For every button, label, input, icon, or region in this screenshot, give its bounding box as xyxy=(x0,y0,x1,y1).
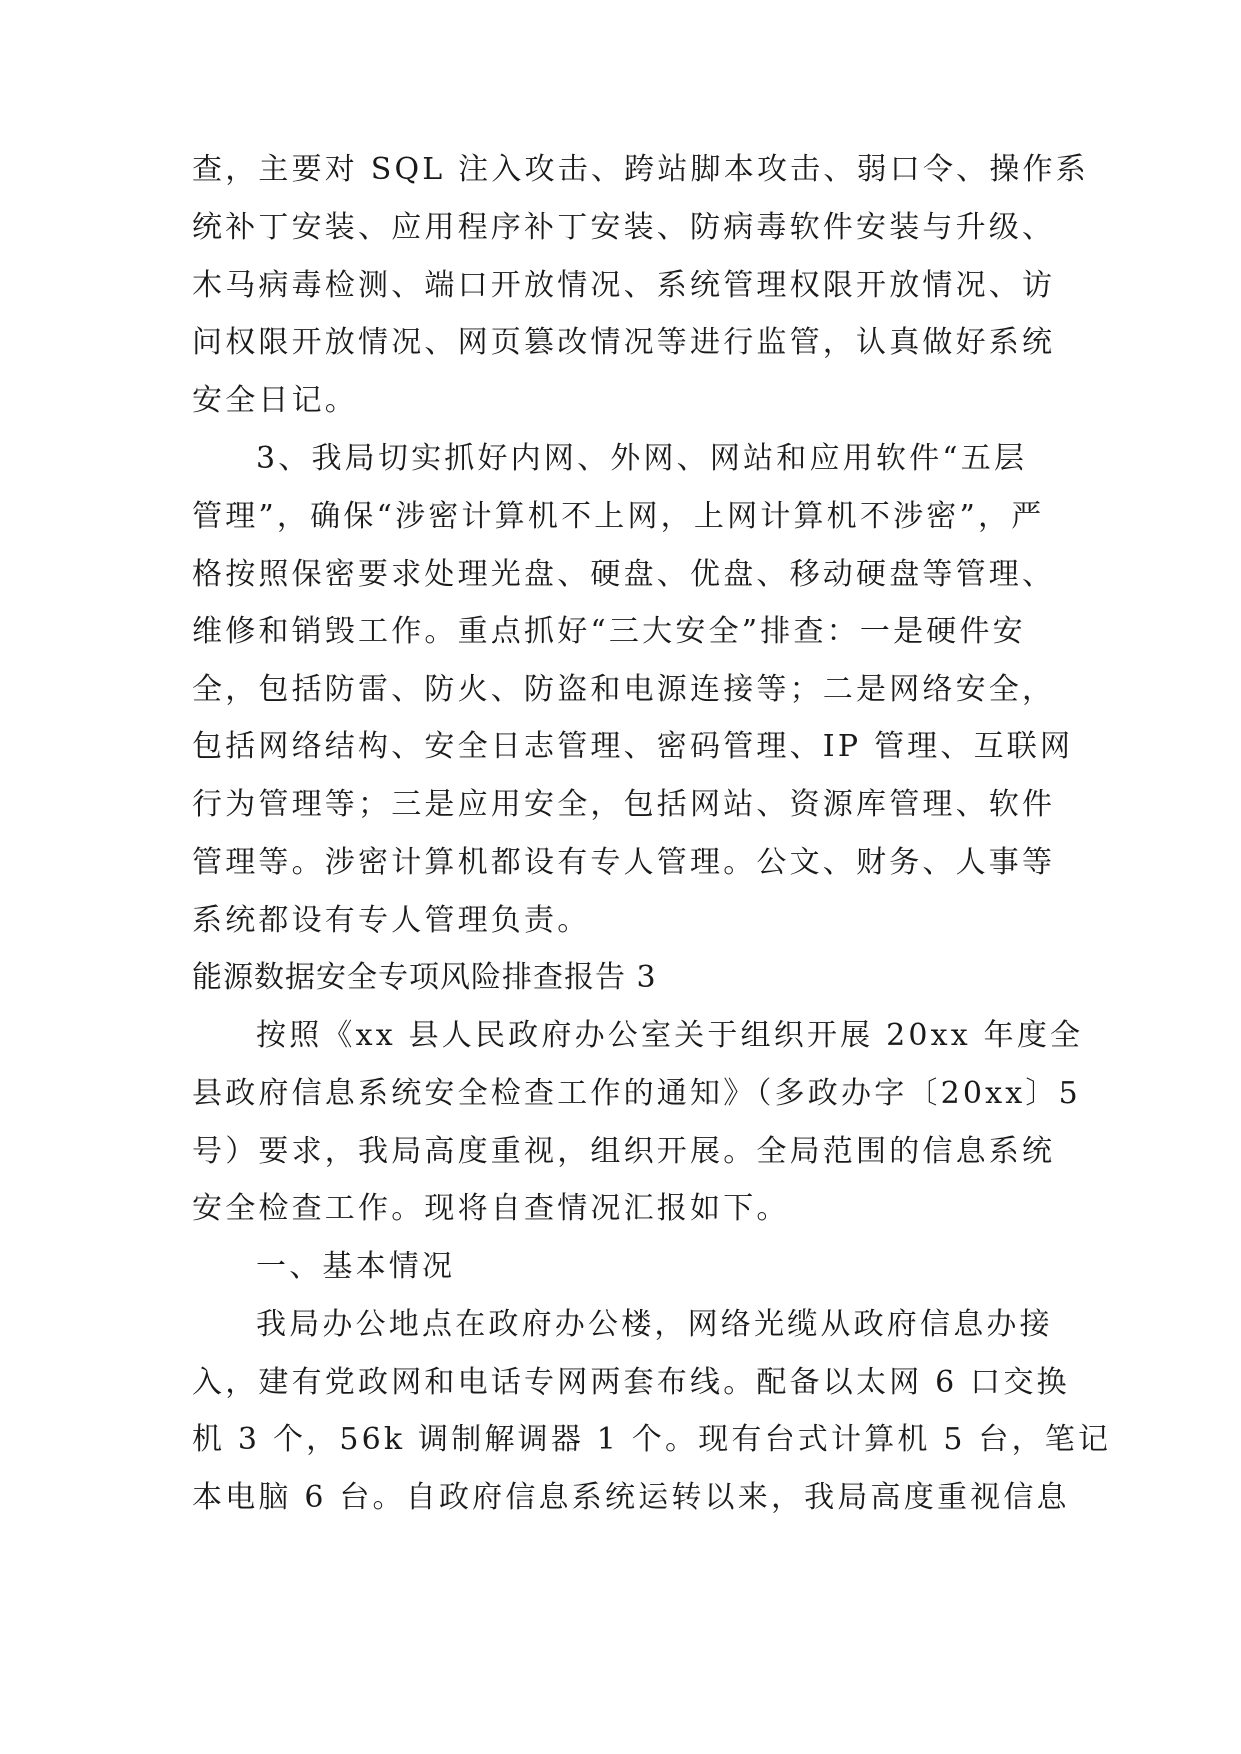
section-title: 能源数据安全专项风险排查报告 3 xyxy=(192,960,657,995)
text-line: 号）要求，我局高度重视，组织开展。全局范围的信息系统 xyxy=(192,1134,1056,1169)
text-line: 管理”，确保“涉密计算机不上网，上网计算机不涉密”，严 xyxy=(192,499,1045,534)
text-line: 系统都设有专人管理负责。 xyxy=(192,903,591,938)
text-line: 查，主要对 SQL 注入攻击、跨站脚本攻击、弱口令、操作系 xyxy=(192,152,1089,187)
text-line: 格按照保密要求处理光盘、硬盘、优盘、移动硬盘等管理、 xyxy=(192,557,1056,592)
text-line: 机 3 个，56k 调制解调器 1 个。现有台式计算机 5 台，笔记 xyxy=(192,1422,1112,1457)
text-line: 管理等。涉密计算机都设有专人管理。公文、财务、人事等 xyxy=(192,845,1056,880)
text-line: 包括网络结构、安全日志管理、密码管理、IP 管理、互联网 xyxy=(192,729,1074,764)
text-line: 问权限开放情况、网页篡改情况等进行监管，认真做好系统 xyxy=(192,325,1056,360)
text-line: 维修和销毁工作。重点抓好“三大安全”排查：一是硬件安 xyxy=(192,614,1026,649)
text-line: 全，包括防雷、防火、防盗和电源连接等；二是网络安全， xyxy=(192,672,1056,707)
paragraph-start-line: 3、我局切实抓好内网、外网、网站和应用软件“五层 xyxy=(256,441,1028,476)
paragraph-start-line: 按照《xx 县人民政府办公室关于组织开展 20xx 年度全 xyxy=(256,1018,1084,1053)
text-line: 安全检查工作。现将自查情况汇报如下。 xyxy=(192,1191,790,1226)
text-line: 本电脑 6 台。自政府信息系统运转以来，我局高度重视信息 xyxy=(192,1480,1070,1515)
paragraph-start-line: 我局办公地点在政府办公楼，网络光缆从政府信息办接 xyxy=(256,1307,1053,1342)
text-line: 县政府信息系统安全检查工作的通知》（多政办字〔20xx〕5 xyxy=(192,1076,1081,1111)
subheading: 一、基本情况 xyxy=(256,1249,456,1284)
text-line: 安全日记。 xyxy=(192,383,358,418)
text-line: 行为管理等；三是应用安全，包括网站、资源库管理、软件 xyxy=(192,787,1056,822)
text-line: 木马病毒检测、端口开放情况、系统管理权限开放情况、访 xyxy=(192,268,1056,303)
text-line: 统补丁安装、应用程序补丁安装、防病毒软件安装与升级、 xyxy=(192,210,1056,245)
text-line: 入，建有党政网和电话专网两套布线。配备以太网 6 口交换 xyxy=(192,1365,1070,1400)
